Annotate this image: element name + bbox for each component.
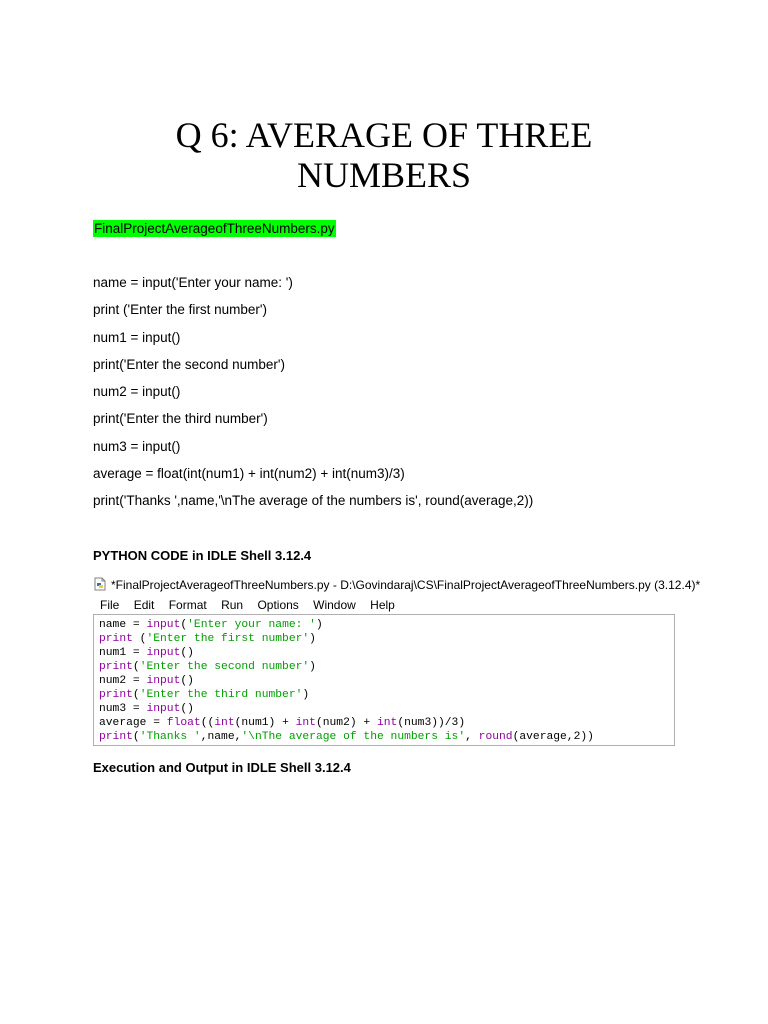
editor-code-line <box>99 716 674 730</box>
code-keyword: input <box>146 619 181 631</box>
code-text: name = <box>99 619 147 631</box>
python-file-icon <box>93 577 107 591</box>
code-text: ) <box>315 619 323 631</box>
code-keyword: print <box>99 689 133 701</box>
code-string: 'Thanks ' <box>139 731 201 743</box>
highlighted-filename: FinalProjectAverageofThreeNumbers.py <box>94 221 335 236</box>
code-keyword: print <box>99 731 133 743</box>
code-string: 'Enter the second number' <box>139 661 310 673</box>
code-line: name = input('Enter your name: ') <box>93 275 293 290</box>
code-keyword: input <box>146 647 181 659</box>
execution-heading: Execution and Output in IDLE Shell 3.12.4 <box>93 760 351 775</box>
title-line-1: Q 6: AVERAGE OF THREE <box>175 115 593 155</box>
editor-code-line <box>99 646 674 660</box>
code-text: ( <box>132 731 140 743</box>
menu-options[interactable]: Options <box>257 598 299 612</box>
code-text: ) <box>309 633 316 645</box>
code-text: ( <box>132 633 147 645</box>
code-keyword: print <box>99 633 133 645</box>
page-title <box>0 115 768 195</box>
code-text: ) <box>302 689 310 701</box>
editor-code-line <box>99 674 674 688</box>
code-string: 'Enter your name: ' <box>187 619 316 631</box>
editor-code-line <box>99 730 674 744</box>
code-text: average = <box>99 717 167 729</box>
code-text: ) <box>309 661 316 673</box>
menu-window[interactable]: Window <box>313 598 356 612</box>
title-line-2: NUMBERS <box>296 155 472 195</box>
menu-file[interactable]: File <box>100 598 120 612</box>
editor-code-line <box>99 660 674 674</box>
code-keyword: round <box>478 731 513 743</box>
code-text: (num2) + <box>315 717 377 729</box>
code-text: () <box>180 703 194 715</box>
code-keyword: input <box>146 703 181 715</box>
code-keyword: float <box>166 717 201 729</box>
code-text: ,name, <box>200 731 242 743</box>
code-text: ( <box>180 619 188 631</box>
idle-window-title: *FinalProjectAverageofThreeNumbers.py - D:\Govindaraj\CS\FinalProjectAverageofThreeNumbers.py (3.12.4)* <box>111 578 701 592</box>
code-text: ( <box>132 661 140 673</box>
code-line: print('Enter the third number') <box>93 411 268 427</box>
code-keyword: int <box>214 717 235 729</box>
code-text: (average,2)) <box>512 731 594 743</box>
code-keyword: int <box>376 717 398 729</box>
code-text: (num3))/3) <box>397 717 466 729</box>
code-text: , <box>465 731 479 743</box>
editor-code-line <box>99 632 674 646</box>
idle-titlebar <box>93 576 701 594</box>
editor-code-line <box>99 688 674 702</box>
code-line: print('Thanks ',name,'\nThe average of the numbers is', round(average,2)) <box>93 493 534 509</box>
idle-menubar <box>93 596 399 614</box>
code-text: () <box>180 675 194 687</box>
menu-format[interactable]: Format <box>168 598 207 612</box>
code-line: num2 = input() <box>93 384 181 400</box>
code-string: 'Enter the third number' <box>139 689 303 701</box>
menu-help[interactable]: Help <box>370 598 395 612</box>
code-line: num3 = input() <box>93 438 181 454</box>
code-keyword: print <box>99 661 133 673</box>
menu-edit[interactable]: Edit <box>133 598 155 612</box>
python-code-heading: PYTHON CODE in IDLE Shell 3.12.4 <box>93 548 312 563</box>
idle-code-editor[interactable] <box>93 614 675 746</box>
code-text: () <box>180 647 194 659</box>
editor-code-line <box>99 702 674 716</box>
idle-editor-screenshot <box>93 576 701 748</box>
code-text: num3 = <box>99 703 147 715</box>
editor-lines <box>94 615 674 744</box>
editor-code-line <box>99 618 674 632</box>
code-string: 'Enter the first number' <box>146 633 310 645</box>
code-listing <box>93 274 533 520</box>
code-text: num1 = <box>99 647 147 659</box>
code-line: print('Enter the second number') <box>93 356 285 372</box>
menu-run[interactable]: Run <box>221 598 244 612</box>
code-text: num2 = <box>99 675 147 687</box>
code-text: (num1) + <box>234 717 296 729</box>
code-line: num1 = input() <box>93 329 181 345</box>
code-text: (( <box>200 717 215 729</box>
code-line: average = float(int(num1) + int(num2) + int(num3)/3) <box>93 466 405 482</box>
code-text: ( <box>132 689 140 701</box>
code-string: '\nThe average of the numbers is' <box>241 731 466 743</box>
code-line: print ('Enter the first number') <box>93 302 267 318</box>
code-keyword: int <box>295 717 316 729</box>
code-keyword: input <box>146 675 181 687</box>
